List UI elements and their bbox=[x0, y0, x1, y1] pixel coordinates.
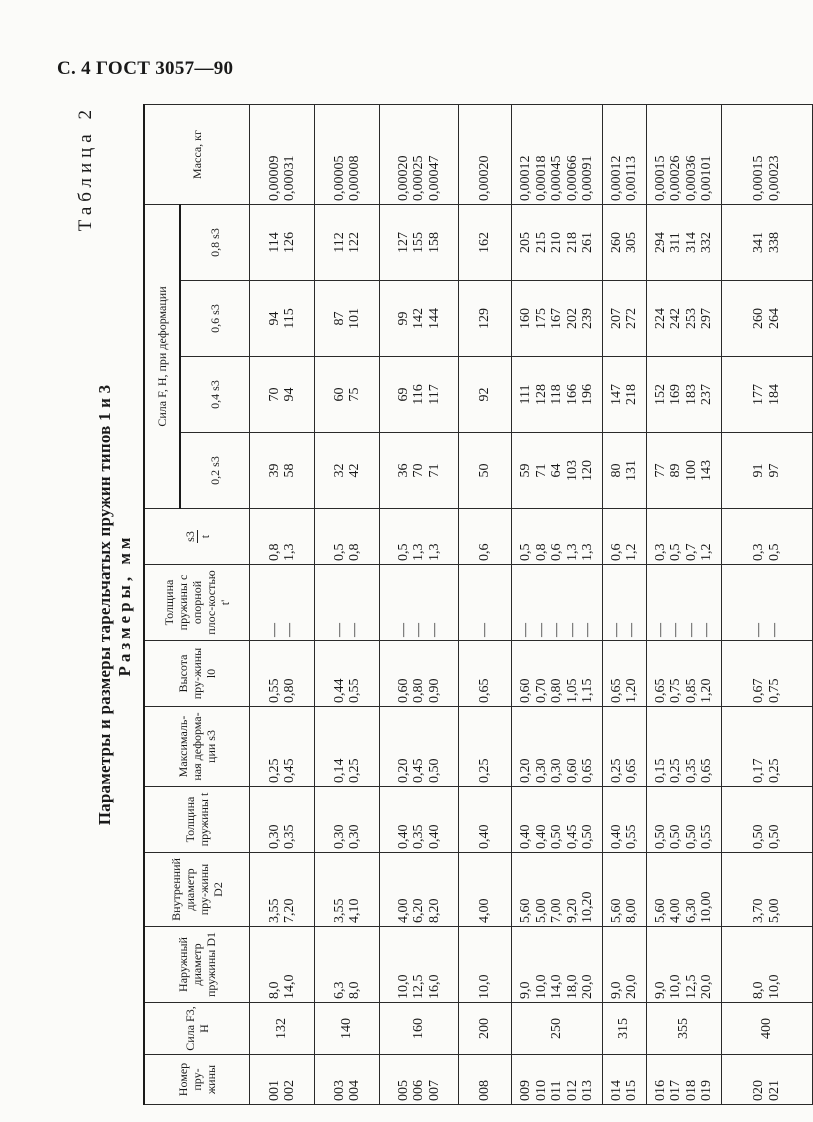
cell-spring-numbers: 014 015 bbox=[602, 1055, 646, 1105]
cell-force-04: 92 bbox=[459, 357, 512, 433]
col-header-height: Высота пру-жины l0 bbox=[144, 641, 250, 707]
cell-force-f3: 160 bbox=[380, 1003, 459, 1055]
cell-inner-diameter: 5,60 8,00 bbox=[602, 853, 646, 927]
cell-spring-numbers: 016 017 018 019 bbox=[646, 1055, 721, 1105]
table-row bbox=[315, 105, 380, 1105]
cell-ratio: 0,5 1,3 1,3 bbox=[380, 509, 459, 565]
cell-inner-diameter: 5,60 5,00 7,00 9,20 10,20 bbox=[512, 853, 603, 927]
cell-force-06: 160 175 167 202 239 bbox=[512, 281, 603, 357]
cell-force-04: 147 218 bbox=[602, 357, 646, 433]
cell-max-deformation: 0,17 0,25 bbox=[721, 707, 812, 787]
cell-thickness: 0,30 0,35 bbox=[250, 787, 315, 853]
cell-spring-numbers: 009 010 011 012 013 bbox=[512, 1055, 603, 1105]
col-header-force-group: Сила F, Н, при деформации bbox=[144, 205, 180, 509]
col-header-f08: 0,8 s3 bbox=[180, 205, 250, 281]
cell-height: 0,67 0,75 bbox=[721, 641, 812, 707]
table-label: Таблица 2 bbox=[75, 105, 96, 232]
cell-force-f3: 250 bbox=[512, 1003, 603, 1055]
cell-force-02: 32 42 bbox=[315, 433, 380, 509]
cell-height: 0,44 0,55 bbox=[315, 641, 380, 707]
cell-force-02: 77 89 100 143 bbox=[646, 433, 721, 509]
cell-flat-thickness: — — bbox=[602, 565, 646, 641]
cell-force-f3: 132 bbox=[250, 1003, 315, 1055]
cell-height: 0,65 1,20 bbox=[602, 641, 646, 707]
page-header: С. 4 ГОСТ 3057—90 bbox=[57, 58, 234, 79]
cell-force-f3: 200 bbox=[459, 1003, 512, 1055]
cell-max-deformation: 0,25 bbox=[459, 707, 512, 787]
cell-force-02: 59 71 64 103 120 bbox=[512, 433, 603, 509]
cell-thickness: 0,50 0,50 0,50 0,55 bbox=[646, 787, 721, 853]
cell-inner-diameter: 4,00 bbox=[459, 853, 512, 927]
cell-inner-diameter: 3,55 4,10 bbox=[315, 853, 380, 927]
cell-force-08: 162 bbox=[459, 205, 512, 281]
cell-force-06: 260 264 bbox=[721, 281, 812, 357]
cell-spring-numbers: 003 004 bbox=[315, 1055, 380, 1105]
cell-height: 0,65 bbox=[459, 641, 512, 707]
cell-thickness: 0,40 0,55 bbox=[602, 787, 646, 853]
table-title: Параметры и размеры тарельчатых пружин типов 1 и 3 bbox=[95, 384, 114, 826]
cell-mass: 0,00009 0,00031 bbox=[250, 105, 315, 205]
cell-flat-thickness: — — bbox=[315, 565, 380, 641]
cell-mass: 0,00005 0,00008 bbox=[315, 105, 380, 205]
col-header-inner-diameter: Внутренний диаметр пру-жины D2 bbox=[144, 853, 250, 927]
cell-thickness: 0,30 0,30 bbox=[315, 787, 380, 853]
spring-parameters-table bbox=[143, 104, 813, 1105]
cell-force-06: 99 142 144 bbox=[380, 281, 459, 357]
cell-mass: 0,00015 0,00023 bbox=[721, 105, 812, 205]
col-header-force-f3: Сила F3, Н bbox=[144, 1003, 250, 1055]
col-header-f02: 0,2 s3 bbox=[180, 433, 250, 509]
col-header-f06: 0,6 s3 bbox=[180, 281, 250, 357]
cell-force-02: 39 58 bbox=[250, 433, 315, 509]
table-subtitle: Размеры, мм bbox=[115, 533, 134, 677]
cell-force-f3: 400 bbox=[721, 1003, 812, 1055]
cell-max-deformation: 0,20 0,45 0,50 bbox=[380, 707, 459, 787]
cell-outer-diameter: 6,3 8,0 bbox=[315, 927, 380, 1003]
cell-outer-diameter: 8,0 10,0 bbox=[721, 927, 812, 1003]
cell-inner-diameter: 3,55 7,20 bbox=[250, 853, 315, 927]
cell-force-f3: 315 bbox=[602, 1003, 646, 1055]
cell-outer-diameter: 10,0 bbox=[459, 927, 512, 1003]
cell-ratio: 0,3 0,5 bbox=[721, 509, 812, 565]
cell-thickness: 0,40 bbox=[459, 787, 512, 853]
table-row bbox=[602, 105, 646, 1105]
col-header-f04: 0,4 s3 bbox=[180, 357, 250, 433]
cell-max-deformation: 0,14 0,25 bbox=[315, 707, 380, 787]
cell-mass: 0,00015 0,00026 0,00036 0,00101 bbox=[646, 105, 721, 205]
cell-force-04: 152 169 183 237 bbox=[646, 357, 721, 433]
cell-height: 0,60 0,80 0,90 bbox=[380, 641, 459, 707]
table-row bbox=[459, 105, 512, 1105]
cell-force-06: 224 242 253 297 bbox=[646, 281, 721, 357]
cell-force-08: 294 311 314 332 bbox=[646, 205, 721, 281]
cell-force-08: 127 155 158 bbox=[380, 205, 459, 281]
col-header-thickness: Толщина пружины t bbox=[144, 787, 250, 853]
cell-force-02: 80 131 bbox=[602, 433, 646, 509]
table-row bbox=[646, 105, 721, 1105]
cell-mass: 0,00020 0,00025 0,00047 bbox=[380, 105, 459, 205]
col-header-ratio bbox=[144, 509, 250, 565]
cell-force-08: 341 338 bbox=[721, 205, 812, 281]
table-row bbox=[380, 105, 459, 1105]
col-header-mass: Масса, кг bbox=[144, 105, 250, 205]
cell-ratio: 0,5 0,8 bbox=[315, 509, 380, 565]
table-row bbox=[721, 105, 812, 1105]
cell-inner-diameter: 4,00 6,20 8,20 bbox=[380, 853, 459, 927]
cell-force-04: 111 128 118 166 196 bbox=[512, 357, 603, 433]
ratio-fraction bbox=[183, 530, 212, 543]
ratio-numerator: s3 bbox=[182, 531, 197, 542]
table-row bbox=[512, 105, 603, 1105]
cell-outer-diameter: 9,0 20,0 bbox=[602, 927, 646, 1003]
cell-ratio: 0,6 bbox=[459, 509, 512, 565]
cell-force-08: 205 215 210 218 261 bbox=[512, 205, 603, 281]
cell-flat-thickness: — — — — bbox=[646, 565, 721, 641]
cell-max-deformation: 0,25 0,65 bbox=[602, 707, 646, 787]
cell-force-04: 60 75 bbox=[315, 357, 380, 433]
cell-force-04: 70 94 bbox=[250, 357, 315, 433]
ratio-denominator: t bbox=[197, 534, 212, 539]
cell-inner-diameter: 5,60 4,00 6,30 10,00 bbox=[646, 853, 721, 927]
cell-flat-thickness: — bbox=[459, 565, 512, 641]
cell-thickness: 0,40 0,35 0,40 bbox=[380, 787, 459, 853]
cell-thickness: 0,40 0,40 0,50 0,45 0,50 bbox=[512, 787, 603, 853]
cell-force-06: 129 bbox=[459, 281, 512, 357]
cell-force-06: 207 272 bbox=[602, 281, 646, 357]
cell-force-04: 177 184 bbox=[721, 357, 812, 433]
cell-outer-diameter: 8,0 14,0 bbox=[250, 927, 315, 1003]
cell-ratio: 0,5 0,8 0,6 1,3 1,3 bbox=[512, 509, 603, 565]
rotated-table-area bbox=[75, 105, 782, 1105]
cell-force-04: 69 116 117 bbox=[380, 357, 459, 433]
cell-force-02: 91 97 bbox=[721, 433, 812, 509]
cell-force-06: 87 101 bbox=[315, 281, 380, 357]
cell-force-f3: 355 bbox=[646, 1003, 721, 1055]
col-header-flat-thickness: Толщина пружины с опорной плос-костью t' bbox=[144, 565, 250, 641]
col-header-outer-diameter: Наружный диаметр пружины D1 bbox=[144, 927, 250, 1003]
col-header-number: Номер пру-жины bbox=[144, 1055, 250, 1105]
cell-spring-numbers: 020 021 bbox=[721, 1055, 812, 1105]
cell-mass: 0,00012 0,00018 0,00045 0,00066 0,00091 bbox=[512, 105, 603, 205]
cell-mass: 0,00012 0,00113 bbox=[602, 105, 646, 205]
cell-ratio: 0,6 1,2 bbox=[602, 509, 646, 565]
cell-spring-numbers: 005 006 007 bbox=[380, 1055, 459, 1105]
cell-inner-diameter: 3,70 5,00 bbox=[721, 853, 812, 927]
cell-outer-diameter: 9,0 10,0 12,5 20,0 bbox=[646, 927, 721, 1003]
cell-height: 0,55 0,80 bbox=[250, 641, 315, 707]
cell-force-02: 36 70 71 bbox=[380, 433, 459, 509]
cell-force-08: 260 305 bbox=[602, 205, 646, 281]
cell-max-deformation: 0,15 0,25 0,35 0,65 bbox=[646, 707, 721, 787]
cell-force-08: 112 122 bbox=[315, 205, 380, 281]
cell-outer-diameter: 9,0 10,0 14,0 18,0 20,0 bbox=[512, 927, 603, 1003]
cell-ratio: 0,8 1,3 bbox=[250, 509, 315, 565]
cell-force-08: 114 126 bbox=[250, 205, 315, 281]
cell-outer-diameter: 10,0 12,5 16,0 bbox=[380, 927, 459, 1003]
cell-max-deformation: 0,25 0,45 bbox=[250, 707, 315, 787]
cell-flat-thickness: — — — — — bbox=[512, 565, 603, 641]
table-row bbox=[250, 105, 315, 1105]
cell-max-deformation: 0,20 0,30 0,30 0,60 0,65 bbox=[512, 707, 603, 787]
cell-force-f3: 140 bbox=[315, 1003, 380, 1055]
cell-force-02: 50 bbox=[459, 433, 512, 509]
cell-height: 0,60 0,70 0,80 1,05 1,15 bbox=[512, 641, 603, 707]
cell-spring-numbers: 008 bbox=[459, 1055, 512, 1105]
col-header-max-deformation: Максималь-ная деформа-ции s3 bbox=[144, 707, 250, 787]
cell-flat-thickness: — — — bbox=[380, 565, 459, 641]
cell-ratio: 0,3 0,5 0,7 1,2 bbox=[646, 509, 721, 565]
cell-thickness: 0,50 0,50 bbox=[721, 787, 812, 853]
cell-height: 0,65 0,75 0,85 1,20 bbox=[646, 641, 721, 707]
cell-mass: 0,00020 bbox=[459, 105, 512, 205]
cell-flat-thickness: — — bbox=[721, 565, 812, 641]
cell-force-06: 94 115 bbox=[250, 281, 315, 357]
cell-flat-thickness: — — bbox=[250, 565, 315, 641]
cell-spring-numbers: 001 002 bbox=[250, 1055, 315, 1105]
